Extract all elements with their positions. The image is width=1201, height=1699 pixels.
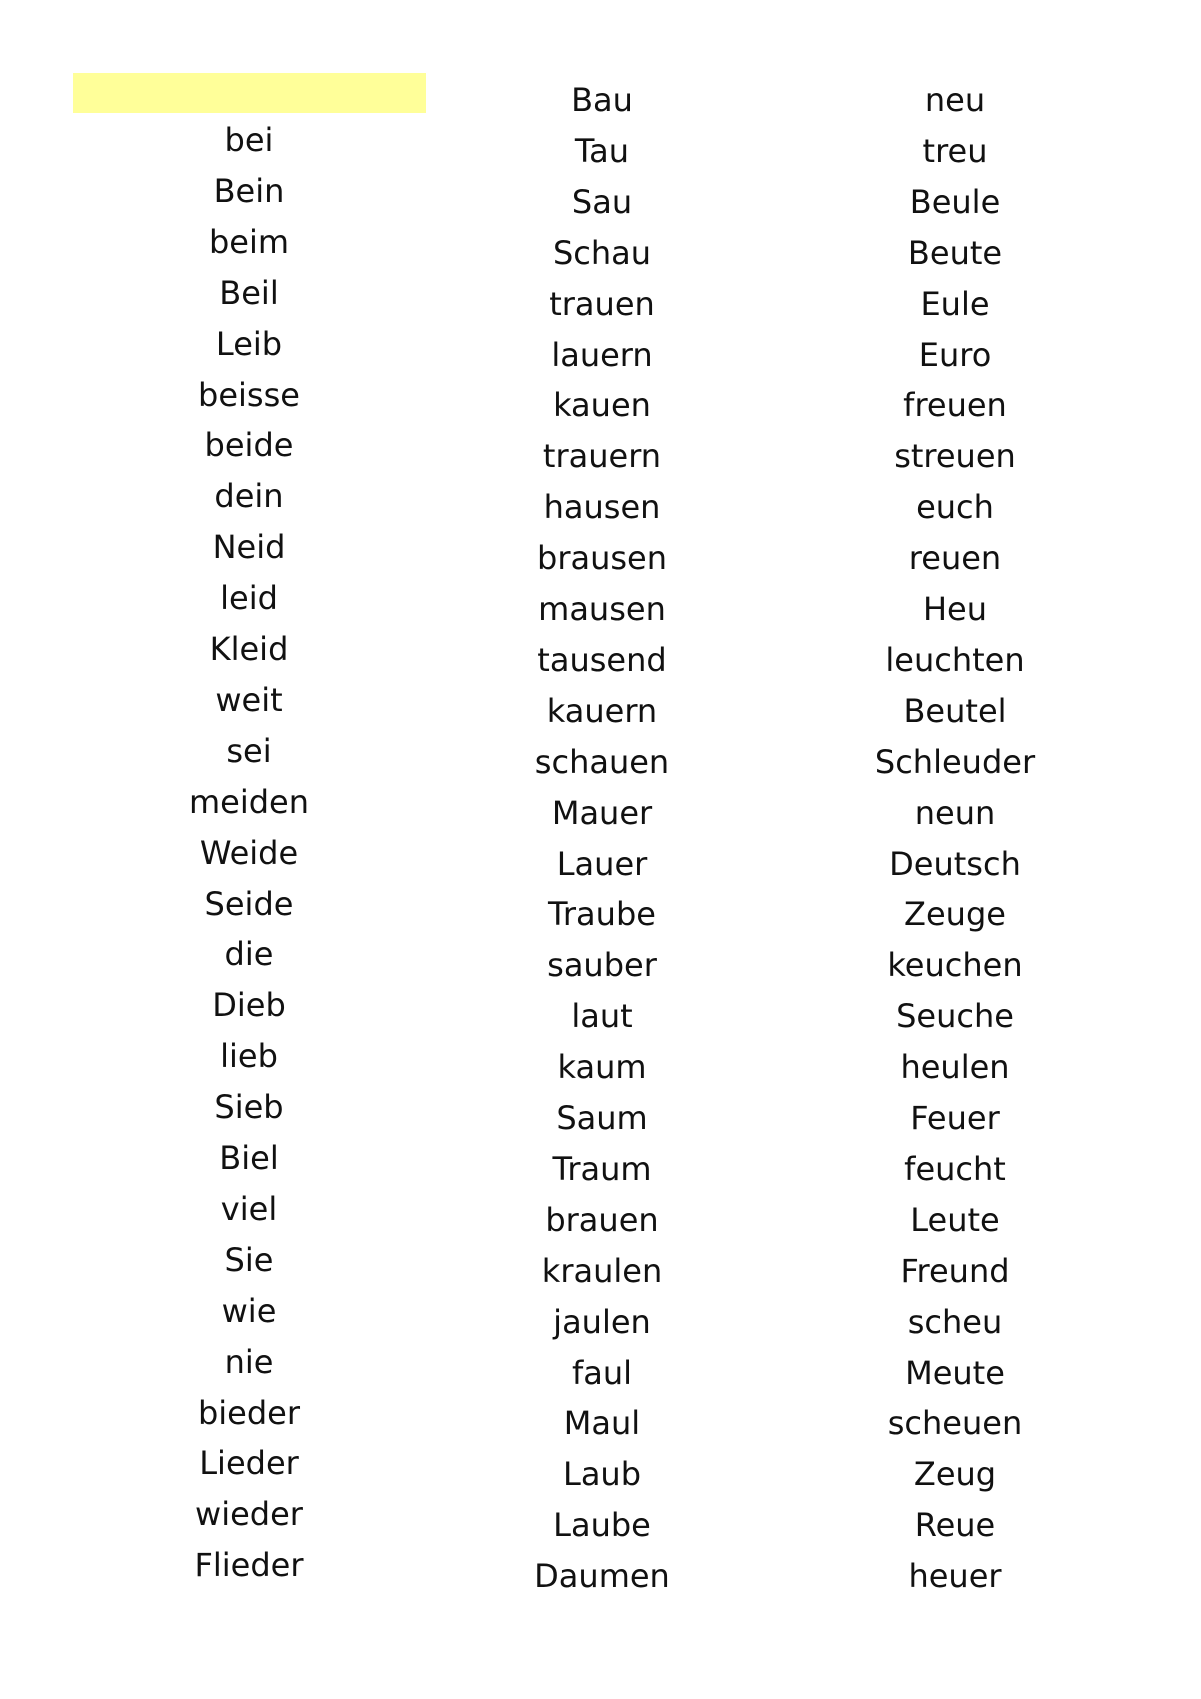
word-item: freuen — [903, 386, 1007, 425]
word-item: nie — [224, 1342, 274, 1381]
word-item: Beutel — [903, 691, 1007, 730]
word-item: dein — [214, 477, 284, 516]
word-item: Maul — [563, 1404, 641, 1443]
word-item: Laube — [553, 1506, 651, 1545]
word-item: schauen — [534, 742, 670, 781]
word-item: jaulen — [553, 1302, 651, 1341]
word-item: Leib — [215, 324, 283, 363]
word-item: weit — [215, 680, 283, 719]
word-item: leuchten — [885, 640, 1025, 679]
word-item: scheuen — [887, 1404, 1023, 1443]
word-item: Biel — [219, 1139, 279, 1177]
word-item: brauen — [545, 1200, 659, 1239]
word-item: heulen — [900, 1048, 1010, 1087]
word-item: euch — [916, 488, 994, 527]
word-item: bei — [224, 121, 274, 159]
word-item: Weide — [199, 833, 299, 872]
word-item: Feuer — [910, 1099, 1000, 1137]
word-item: Meute — [905, 1353, 1005, 1392]
word-item: kauen — [553, 386, 651, 425]
word-item: Reue — [914, 1506, 996, 1545]
word-item: Lieder — [199, 1444, 299, 1483]
word-item: kauern — [546, 691, 658, 730]
word-item: streuen — [894, 437, 1016, 476]
word-item: Sieb — [214, 1088, 284, 1127]
word-item: wie — [221, 1291, 277, 1330]
word-item: kaum — [557, 1048, 647, 1087]
word-item: Beil — [219, 273, 279, 312]
word-item: Kleid — [209, 630, 289, 668]
word-item: Zeug — [913, 1455, 997, 1494]
word-item: tausend — [537, 640, 667, 679]
word-item: Zeuge — [904, 895, 1006, 934]
word-item: Leute — [910, 1200, 1000, 1239]
word-item: Bein — [213, 171, 285, 210]
word-item: reuen — [908, 539, 1002, 578]
word-item: trauern — [542, 437, 662, 476]
word-item: Flieder — [194, 1546, 304, 1585]
word-item: neu — [924, 81, 986, 119]
word-item: brausen — [537, 539, 667, 578]
word-item: Laub — [562, 1455, 642, 1494]
word-item: trauen — [549, 284, 655, 323]
word-item: Neid — [212, 528, 286, 567]
word-item: Seide — [204, 884, 294, 923]
word-item: Eule — [920, 284, 990, 323]
word-item: treu — [922, 131, 988, 170]
word-item: Heu — [922, 590, 988, 628]
word-item: Seuche — [896, 997, 1014, 1036]
word-item: keuchen — [887, 946, 1023, 985]
highlight-bar — [73, 73, 426, 113]
word-item: meiden — [188, 782, 310, 821]
word-item: Bau — [571, 81, 633, 119]
word-item: Sie — [224, 1240, 274, 1279]
word-item: beide — [204, 426, 294, 465]
word-item: die — [224, 935, 274, 974]
word-item: Freund — [900, 1251, 1010, 1290]
word-item: laut — [571, 997, 633, 1036]
word-item: beim — [208, 222, 290, 261]
word-item: lieb — [220, 1037, 278, 1076]
word-item: Euro — [918, 335, 992, 374]
word-item: leid — [220, 579, 278, 618]
word-item: mausen — [538, 590, 666, 628]
word-item: feucht — [904, 1149, 1006, 1188]
word-item: Schleuder — [874, 742, 1036, 781]
word-item: Traube — [548, 895, 656, 934]
word-item: kraulen — [541, 1251, 663, 1290]
word-item: sauber — [547, 946, 657, 985]
word-item: Sau — [571, 182, 633, 221]
word-item: lauern — [551, 335, 653, 374]
word-item: hausen — [543, 488, 661, 527]
word-item: Tau — [574, 131, 630, 170]
word-item: Traum — [552, 1149, 652, 1188]
word-item: Deutsch — [889, 844, 1021, 883]
word-item: Mauer — [551, 793, 653, 832]
word-item: Beute — [907, 233, 1003, 272]
word-item: viel — [220, 1189, 278, 1228]
word-item: heuer — [908, 1557, 1002, 1596]
word-item: Lauer — [556, 844, 648, 883]
word-item: Dieb — [212, 986, 286, 1025]
word-item: sei — [226, 731, 272, 770]
word-item: wieder — [195, 1495, 303, 1534]
word-item: scheu — [907, 1302, 1003, 1341]
word-item: Beule — [909, 182, 1001, 221]
word-item: Schau — [552, 233, 652, 272]
word-item: Saum — [556, 1099, 648, 1137]
word-item: bieder — [197, 1393, 301, 1432]
word-item: beisse — [198, 375, 300, 414]
word-item: Daumen — [534, 1557, 670, 1596]
word-item: faul — [571, 1353, 633, 1392]
word-item: neun — [914, 793, 996, 832]
